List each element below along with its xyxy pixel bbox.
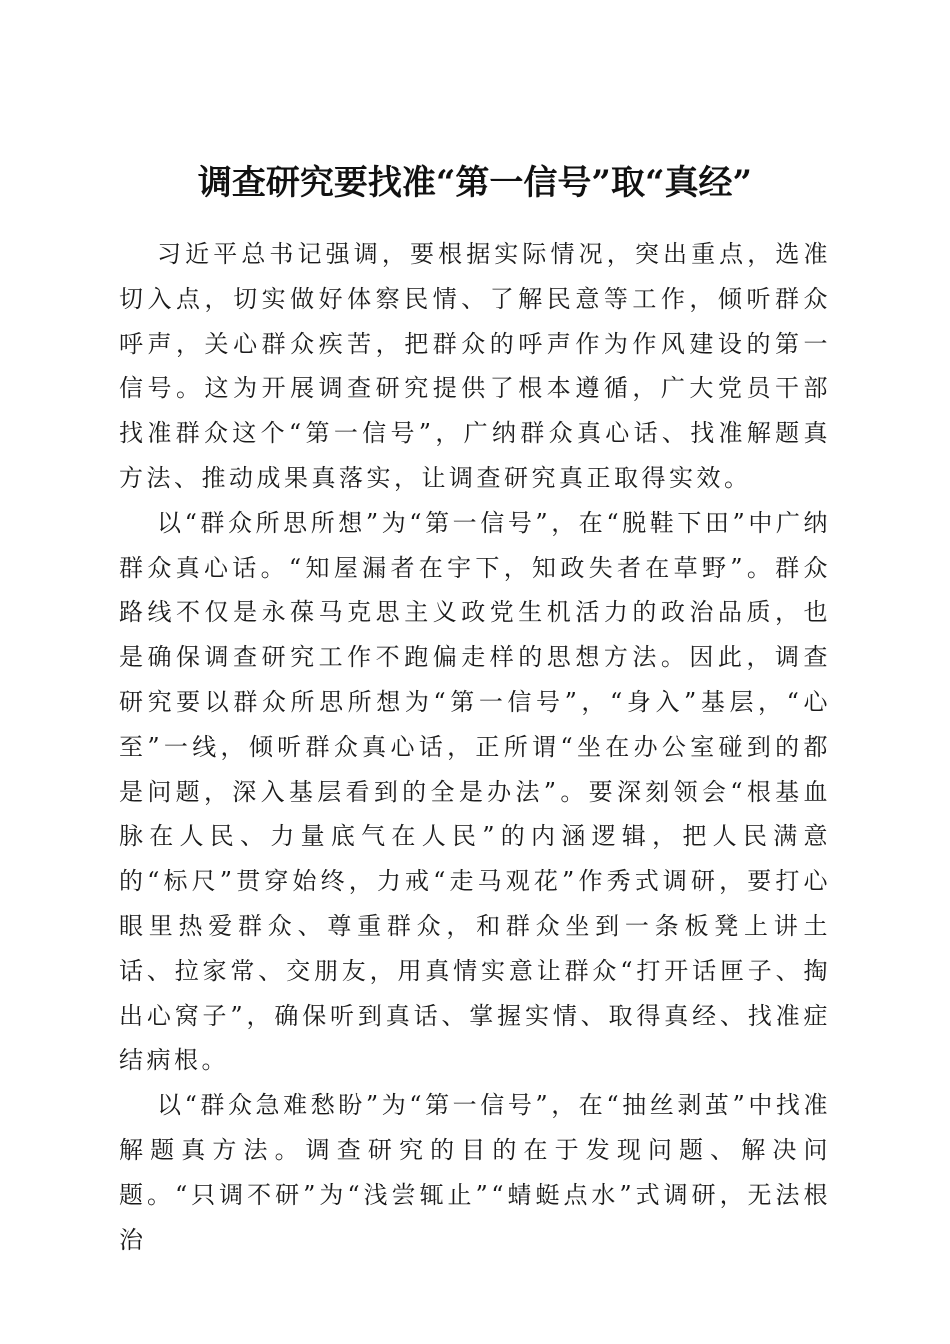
document-title: 调查研究要找准“第一信号”取“真经” bbox=[197, 162, 753, 203]
paragraph-3: 以“群众急难愁盼”为“第一信号”，在“抽丝剥茧”中找准解题真方法。调查研究的目的在于发现问题、解决问题。“只调不研”为“浅尝辄止”“蜻蜓点水”式调研，无法根治 bbox=[119, 1091, 831, 1254]
paragraph-1: 习近平总书记强调，要根据实际情况，突出重点，选准切入点，切实做好体察民情、了解民意等工作，倾听群众呼声，关心群众疾苦，把群众的呼声作为作风建设的第一信号。这为开展调查研究提供了根本遵循，广大党员干部找准群众这个“第一信号”，广纳群众真心话、找准解题真方法、推动成果真落实，让调查研究真正取得实效。 bbox=[119, 240, 831, 492]
paragraph-2: 以“群众所思所想”为“第一信号”，在“脱鞋下田”中广纳群众真心话。“知屋漏者在宇下，知政失者在草野”。群众路线不仅是永葆马克思主义政党生机活力的政治品质，也是确保调查研究工作不跑偏走样的思想方法。因此，调查研究要以群众所思所想为“第一信号”，“身入”基层，“心至”一线，倾听群众真心话，正所谓“坐在办公室碰到的都是问题，深入基层看到的全是办法”。要深刻领会“根基血脉在人民、力量底气在人民”的内涵逻辑，把人民满意的“标尺”贯穿始终，力戒“走马观花”作秀式调研，要打心眼里热爱群众、尊重群众，和群众坐到一条板凳上讲土话、拉家常、交朋友，用真情实意让群众“打开话匣子、掏出心窝子”，确保听到真话、掌握实情、取得真经、找准症结病根。 bbox=[119, 508, 831, 1075]
document-body bbox=[119, 232, 831, 1262]
